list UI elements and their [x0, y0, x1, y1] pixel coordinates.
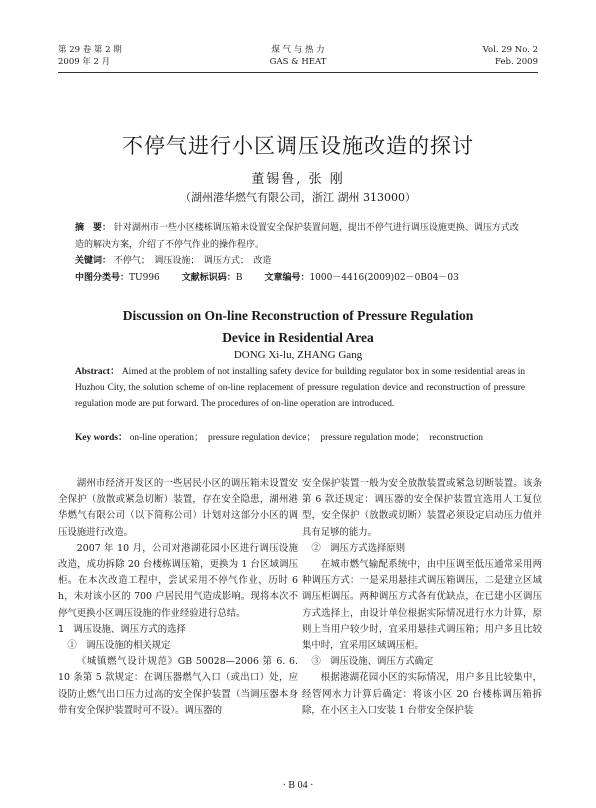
doc-value: B — [235, 272, 243, 283]
art-value: 1000－4416(2009)02－0B04－03 — [309, 272, 459, 283]
volume-issue: 第 29 卷 第 2 期 — [58, 45, 122, 55]
authors-en: DONG Xi-lu, ZHANG Gang — [233, 349, 363, 361]
keywords-en-label: Key words： — [75, 433, 128, 443]
art-label: 文章编号： — [264, 272, 310, 283]
body-column-left — [58, 476, 298, 719]
paragraph: 湖州市经济开发区的一些居民小区的调压箱未设置安全保护（放散或紧急切断）装置，存在安全隐患，湖州港华燃气有限公司（以下简称公司）计划对这部分小区的调压设施进行改造。 — [58, 478, 298, 538]
section-heading: 1 调压设施、调压方式的选择 — [58, 623, 186, 635]
paragraph: 安全保护装置一般为安全放散装置或紧急切断装置。该条第 6 款还规定：调压器的安全保护装置宜选用人工复位型，安全保护（放散或切断）装置必须设定启动压力值并具有足够的能力。 — [302, 478, 542, 538]
keywords-zh — [75, 253, 525, 270]
subsection-heading: ② 调压方式选择原则 — [311, 542, 406, 554]
paragraph: 在城市燃气输配系统中，由中压调至低压通常采用两种调压方式：一是采用悬挂式调压箱调压，二是建立区域调压柜调压。两种调压方式各有优缺点，在已建小区调压方式选择上，由设计单位根据实际情况进行水力计算，原则上当用户较少时，宜采用悬挂式调压箱；用户多且比较集中时，宜采用区域调压柜。 — [302, 559, 542, 652]
title-zh: 不停气进行小区调压设施改造的探讨 — [122, 134, 474, 158]
volume-issue-en: Vol. 29 No. 2 — [482, 45, 538, 55]
journal-name-en: GAS & HEAT — [269, 57, 327, 67]
page-number: · B 04 · — [282, 780, 314, 791]
subsection-heading: ① 调压设施的相关规定 — [67, 640, 171, 652]
paragraph: 根据港湖花园小区的实际情况，用户多且比较集中，经管网水力计算后确定：将该小区 20 台楼栋调压箱拆除，在小区主入口安装 1 台带安全保护装 — [302, 672, 542, 716]
clc-label: 中图分类号： — [75, 272, 130, 283]
subsection-heading: ③ 调压设施、调压方式确定 — [311, 656, 434, 668]
keywords-en — [75, 430, 525, 446]
keywords-zh-label: 关键词： — [75, 256, 112, 266]
doc-label: 文献标识码： — [181, 272, 236, 283]
paragraph: 2007 年 10 月，公司对港湖花园小区进行调压设施改造，成功拆除 20 台楼栋调压箱，更换为 1 台区域调压柜。在本次改造工程中，尝试采用不停气作业，历时 6 h，未对该小区的 700 户居民用气造成影响。现将本次不停气更换小区调压设施的作业经验进行总结。 — [58, 542, 298, 619]
abstract-zh-label: 摘 要： — [75, 223, 112, 233]
clc-number — [75, 270, 160, 287]
abstract-en — [75, 364, 525, 412]
publication-date-en: Feb. 2009 — [495, 57, 538, 67]
paragraph: 《城镇燃气设计规范》GB 50028—2006 第 6. 6. 10 条第 5 款规定：在调压器燃气入口（或出口）处，应设防止燃气出口压力过高的安全保护装置（当调压器本身带有安全保护装置时可不设）。调压器的 — [58, 656, 298, 716]
classification-row — [75, 270, 525, 287]
header-rule — [58, 72, 538, 73]
document-code — [182, 270, 243, 287]
meta-block-zh — [75, 220, 525, 286]
clc-value: TU996 — [129, 272, 160, 283]
title-en-line1: Discussion on On-line Reconstruction of Pressure Regulation — [122, 308, 474, 323]
abstract-en-label: Abstract： — [75, 367, 120, 377]
journal-name-zh: 煤 气 与 热 力 — [271, 45, 325, 55]
header-right — [483, 44, 538, 68]
abstract-zh-text: 针对湖州市一些小区楼栋调压箱未设置安全保护装置问题，提出不停气进行调压设施更换、调压方式改造的解决方案，介绍了不停气作业的操作程序。 — [75, 223, 519, 250]
publication-date: 2009 年 2 月 — [58, 57, 111, 67]
body-column-right — [302, 476, 542, 719]
title-en — [0, 305, 596, 349]
keywords-en-text: on-line operation； pressure regulation device； pressure regulation mode； reconstruction — [129, 433, 483, 443]
title-en-line2: Device in Residential Area — [222, 330, 374, 345]
abstract-en-text: Aimed at the problem of not installing safety device for building regulator box in some residential areas in Huzhou City, the solution scheme of on-line replacement of pressure regulation device and reconstruction of pressure regulation mode are put forward. The procedures of on-line operation are introduced. — [75, 367, 526, 409]
article-number — [264, 270, 458, 287]
abstract-zh — [75, 220, 525, 253]
authors-zh: 董锡鲁, 张 刚 — [251, 172, 345, 187]
affiliation-zh: （湖州港华燃气有限公司，浙江 湖州 313000） — [180, 191, 416, 204]
keywords-zh-text: 不停气； 调压设施； 调压方式； 改造 — [113, 256, 272, 266]
